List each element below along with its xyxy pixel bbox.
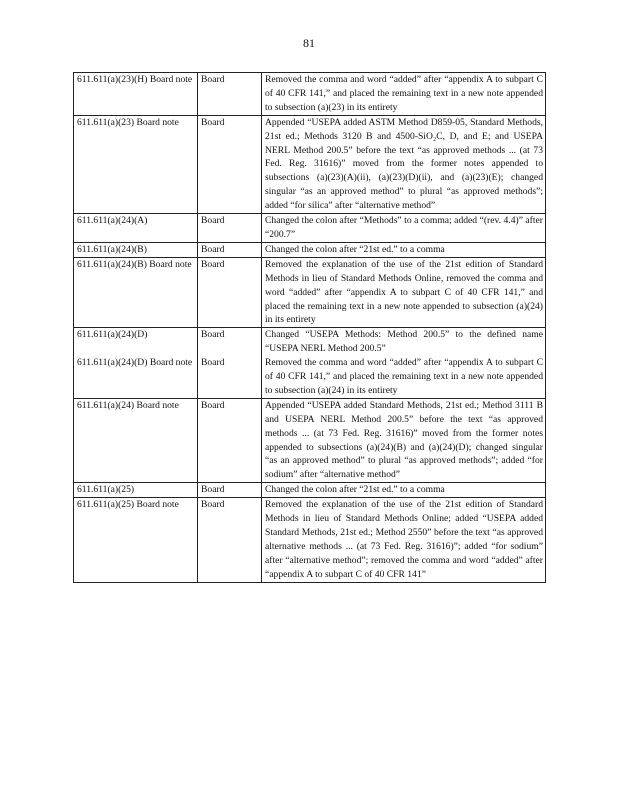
description-cell: Appended “USEPA added ASTM Method D859-05, Standard Methods, 21st ed.; Methods 3120 B and 4500-SiO₂C, D, and E; and USEPA NERL Method 200.5” before the text “as approved methods ... (at 73 Fed. Reg. 31616)” moved from the former notes appended to subsections (a)(23)(A)(ii), (a)(23)(D)(ii), and (a)(23)(E); changed singular “as an approved method” to plural “as approved methods”; added “for silica” after “alternative method” bbox=[262, 115, 546, 213]
section-cell: 611.611(a)(25) Board note bbox=[74, 498, 198, 582]
source-cell: Board bbox=[198, 242, 262, 257]
table-row bbox=[74, 257, 546, 328]
table-row bbox=[74, 73, 546, 116]
table-row bbox=[74, 115, 546, 213]
changes-table bbox=[73, 72, 546, 583]
source-entry: Board bbox=[201, 329, 225, 341]
section-entry: 611.611(a)(24)(D) bbox=[77, 329, 148, 341]
description-cell: Removed the comma and word “added” after “appendix A to subpart C of 40 CFR 141,” and placed the remaining text in a new note appended to subsection (a)(23) in its entirety bbox=[262, 73, 546, 116]
source-cell: Board bbox=[198, 73, 262, 116]
source-entry: Board bbox=[201, 357, 225, 369]
section-cell: 611.611(a)(24)(A) bbox=[74, 214, 198, 243]
table-row bbox=[74, 328, 546, 399]
source-cell: Board bbox=[198, 214, 262, 243]
section-cell: 611.611(a)(24)(B) Board note bbox=[74, 257, 198, 328]
description-cell: Changed the colon after “21st ed.” to a comma bbox=[262, 242, 546, 257]
description-cell: Removed the explanation of the use of the 21st edition of Standard Methods in lieu of Standard Methods Online; added “USEPA added Standard Methods, 21st ed.; Method 2550” before the text “as approved alternative methods ... (at 73 Fed. Reg. 31616)”; added “for sodium” after “alternative method”; removed the comma and word “added” after “appendix A to subpart C of 40 CFR 141” bbox=[262, 498, 546, 582]
section-cell: 611.611(a)(23)(H) Board note bbox=[74, 73, 198, 116]
section-cell: 611.611(a)(25) bbox=[74, 483, 198, 498]
source-cell: Board bbox=[198, 398, 262, 482]
description-cell: Changed the colon after “Methods” to a comma; added “(rev. 4.4)” after “200.7” bbox=[262, 214, 546, 243]
description-cell bbox=[262, 328, 546, 399]
page-number: 81 bbox=[303, 36, 315, 50]
table-row bbox=[74, 398, 546, 482]
section-cell: 611.611(a)(23) Board note bbox=[74, 115, 198, 213]
source-cell bbox=[198, 328, 262, 399]
section-cell: 611.611(a)(24)(B) bbox=[74, 242, 198, 257]
source-cell: Board bbox=[198, 115, 262, 213]
table-row bbox=[74, 498, 546, 582]
table-row bbox=[74, 483, 546, 498]
description-cell: Removed the explanation of the use of the 21st edition of Standard Methods in lieu of Standard Methods Online, removed the comma and word “added” after “appendix A to subpart C of 40 CFR 141,” and placed the remaining text in a new note appended to subsection (a)(24) in its entirety bbox=[262, 257, 546, 328]
source-cell: Board bbox=[198, 257, 262, 328]
source-cell: Board bbox=[198, 483, 262, 498]
description-entry: Changed “USEPA Methods: Method 200.5” to the defined name “USEPA NERL Method 200.5” bbox=[265, 329, 543, 355]
section-cell: 611.611(a)(24) Board note bbox=[74, 398, 198, 482]
section-entry: 611.611(a)(24)(D) Board note bbox=[77, 357, 193, 369]
description-cell: Appended “USEPA added Standard Methods, 21st ed.; Method 3111 B and USEPA NERL Method 200.5” before the text “as approved methods ... (at 73 Fed. Reg. 31616)” moved from the former notes appended to subsections (a)(24)(B) and (a)(24)(D); changed singular “as an approved method” to plural “as approved methods”; added “for sodium” after “alternative method” bbox=[262, 398, 546, 482]
description-cell: Changed the colon after “21st ed.” to a comma bbox=[262, 483, 546, 498]
description-entry: Removed the comma and word “added” after “appendix A to subpart C of 40 CFR 141,” and placed the remaining text in a new note appended to subsection (a)(24) in its entirety bbox=[265, 357, 543, 396]
table-row bbox=[74, 242, 546, 257]
section-cell bbox=[74, 328, 198, 399]
source-cell: Board bbox=[198, 498, 262, 582]
table-row bbox=[74, 214, 546, 243]
